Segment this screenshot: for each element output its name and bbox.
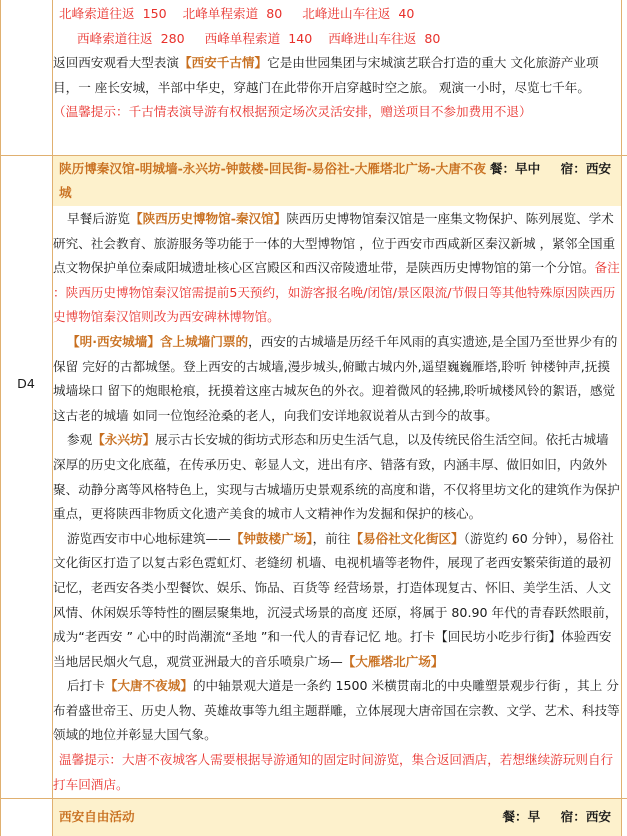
datang-name: 【大唐不夜城】	[104, 678, 193, 694]
previous-day-content	[53, 2, 620, 125]
d4-tip: 温馨提示：大唐不夜城客人需要根据导游通知的固定时间游览，集合返回酒店，若想继续游玩则自行打车回酒店。	[53, 752, 614, 792]
show-name: 【西安千古情】	[178, 55, 268, 71]
drumtower-name: 【钟鼓楼广场】	[230, 530, 313, 546]
yongxing-name: 【永兴坊】	[92, 432, 156, 448]
yisushe-name: 【易俗社文化街区】	[350, 530, 464, 546]
d5-header	[53, 799, 621, 836]
d5-meta	[502, 805, 611, 829]
museum-paragraph: 早餐后游览【陕西历史博物馆-秦汉馆】陕西历史博物馆秦汉馆是一座集文物保护、陈列展览、学术研究、社会教育、旅游服务等功能于一体的大型博物馆 ，位于西安市西咸新区秦汉新城 ，紧邻全国重点文物保护单位秦咸阳城遗址核心区宫殿区和西汉帝陵遗址带，是陕西历史博物馆的第一个分馆。备注 ：陕西历史博物馆秦汉馆需提前5天预约，如游客报名晚/闭馆/景区限流/节假日等其他特殊原因陕西历史博物馆秦汉馆则改为西安碑林博物馆。	[53, 211, 620, 325]
table-border-right	[621, 0, 622, 836]
yongxing-paragraph: 参观【永兴坊】展示古长安城的街坊式形态和历史生活气息，以及传统民俗生活空间。依托古城墙深厚的历史文化底蕴，在传承历史、彰显人文，进出有序、错落有致，内涵丰厚、做旧如旧，内敛外聚、动静分离等风格特色上，实现与古城墙历史景观系统的高度和谐，不仅将里坊文化的建筑作为保护重点，更将陕西非物质文化遗产美食的城市人文精神作为发掘和保护的核心。	[53, 432, 620, 522]
citywall-name: 【明·西安城墙】含上城墙门票的	[67, 333, 249, 349]
datang-paragraph: 后打卡【大唐不夜城】的中轴景观大道是一条约 1500 米横贯南北的中央雕塑景观步行街 ，其上 分布着盛世帝王、历史人物、英雄故事等九组主题群雕，立体展现大唐帝国在宗教、文学、艺术、科技等领域的地位并彰显大国气象。	[53, 678, 620, 743]
cableway-line-1: 北峰索道往返 150 北峰单程索道 80 北峰进山车往返 40	[59, 6, 415, 21]
d4-route: 陕历博秦汉馆-明城墙-永兴坊-钟鼓楼-回民街-易俗社-大雁塔北广场-大唐不夜城	[59, 161, 486, 200]
dayanta-name: 【大雁塔北广场】	[342, 653, 444, 669]
museum-note: 备注 ：陕西历史博物馆秦汉馆需提前5天预约，如游客报名晚/闭馆/景区限流/节假日等其他特殊原因陕西历史博物馆秦汉馆则改为西安碑林博物馆。	[53, 260, 620, 325]
d4-meta	[490, 157, 611, 181]
day-label-d4: D4	[17, 376, 35, 391]
d5-meals: 餐：早	[502, 809, 541, 824]
d4-header	[53, 156, 621, 206]
d4-meals: 餐：早中	[489, 161, 541, 176]
d5-lodging: 宿：西安	[560, 809, 611, 824]
museum-name: 【陕西历史博物馆-秦汉馆】	[129, 211, 287, 226]
drumtower-paragraph: 游览西安市中心地标建筑——【钟鼓楼广场】，前往【易俗社文化街区】（游览约 60 分钟），易俗社文化街区打造了以复古彩色霓虹灯、老缝纫 机墙、电视机墙等老物件，展现了老西安繁荣街道的最初记忆，老西安各类小型餐饮、娱乐、饰品、百货等 经营场景，打造体现复古、怀旧、美学生活、人文风情、休闲娱乐等特性的圈层聚集地，沉浸式场景的高度 还原，将属于 80.90 年代的青春跃然眼前，成为“老西安 ” 心中的时尚潮流“圣地 ”和一代人的青春记忆 地。打卡【回民坊小吃步行街】体验西安当地居民烟火气息，观赏亚洲最大的音乐喷泉广场—【大雁塔北广场】	[53, 530, 618, 669]
d4-lodging: 宿：西安	[560, 161, 611, 176]
d4-content	[53, 207, 620, 797]
d5-route: 西安自由活动	[59, 809, 135, 824]
cableway-line-2: 西峰索道往返 280 西峰单程索道 140 西峰进山车往返 80	[77, 30, 441, 46]
show-notice: （温馨提示：千古情表演导游有权根据预定场次灵活安排，赠送项目不参加费用不退）	[53, 104, 532, 120]
show-paragraph: 返回西安观看大型表演【西安千古情】它是由世园集团与宋城演艺联合打造的重大 文化旅游产业项目，一 座长安城，半部中华史，穿越门在此带你开启穿越时空之旅。 观演一小时，尽览七千年。	[53, 55, 599, 95]
citywall-paragraph: 【明·西安城墙】含上城墙门票的，西安的古城墙是历经千年风雨的真实遗迹,是全国乃至世界少有的保留 完好的古都城堡。登上西安的古城墙,漫步城头,俯瞰古城内外,遥望巍巍雁塔,聆听 钟楼钟声,抚摸城墙垛口 留下的炮眼枪痕，抚摸着这座古城灰色的外衣。迎着微风的轻拂,聆听城楼风铃的絮语，感觉这古老的城墙 如同一位饱经沧桑的老人，向我们安详地叙说着从古到今的故事。	[53, 333, 618, 423]
table-border-left	[0, 0, 1, 836]
